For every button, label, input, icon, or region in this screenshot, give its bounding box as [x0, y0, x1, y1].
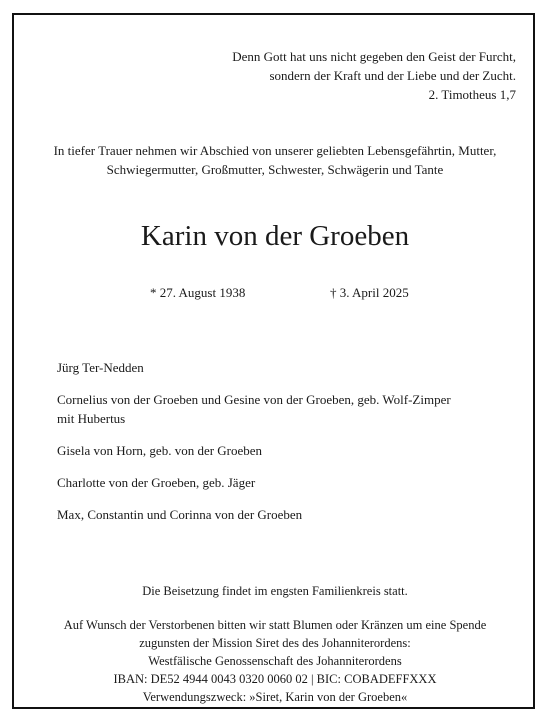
- bible-verse: [232, 47, 516, 104]
- intro-line: Schwiegermutter, Großmutter, Schwester, Schwägerin und Tante: [106, 162, 444, 177]
- bank-details: IBAN: DE52 4944 0043 0320 0060 02 | BIC: COBADEFFXXX: [113, 672, 437, 686]
- donation-line: Auf Wunsch der Verstorbenen bitten wir statt Blumen oder Kränzen um eine Spende: [63, 618, 487, 632]
- bible-verse-line: sondern der Kraft und der Liebe und der Zucht.: [269, 68, 516, 83]
- burial-note: Die Beisetzung findet im engsten Familienkreis statt.: [142, 584, 408, 598]
- mourner-entry: [57, 390, 522, 428]
- mourner-entry: [57, 505, 522, 524]
- intro-text: [14, 141, 536, 179]
- mourner-line: Cornelius von der Groeben und Gesine von der Groeben, geb. Wolf-Zimper: [57, 392, 451, 407]
- birth-date: * 27. August 1938: [150, 285, 246, 300]
- donation-line: zugunsten der Mission Siret des des Johanniterordens:: [139, 636, 411, 650]
- mourner-line: Gisela von Horn, geb. von der Groeben: [57, 443, 263, 458]
- mourner-line: mit Hubertus: [57, 411, 126, 426]
- mourner-entry: [57, 473, 522, 492]
- payment-reference: Verwendungszweck: »Siret, Karin von der Groeben«: [142, 690, 408, 704]
- mourner-line: Max, Constantin und Corinna von der Groeben: [57, 507, 303, 522]
- intro-line: In tiefer Trauer nehmen wir Abschied von unserer geliebten Lebensgefährtin, Mutter,: [53, 143, 497, 158]
- mourner-entry: [57, 358, 522, 377]
- mourners-list: [57, 358, 522, 537]
- death-date: † 3. April 2025: [330, 285, 409, 300]
- donation-request: [14, 616, 536, 706]
- mourner-entry: [57, 441, 522, 460]
- donation-line: Westfälische Genossenschaft des Johanniterordens: [148, 654, 402, 668]
- bible-verse-line: Denn Gott hat uns nicht gegeben den Geist der Furcht,: [232, 49, 516, 64]
- deceased-name: Karin von der Groeben: [140, 220, 410, 252]
- bible-verse-reference: 2. Timotheus 1,7: [428, 87, 516, 102]
- mourner-line: Charlotte von der Groeben, geb. Jäger: [57, 475, 256, 490]
- mourner-line: Jürg Ter-Nedden: [57, 360, 144, 375]
- footer-notice: [14, 582, 536, 706]
